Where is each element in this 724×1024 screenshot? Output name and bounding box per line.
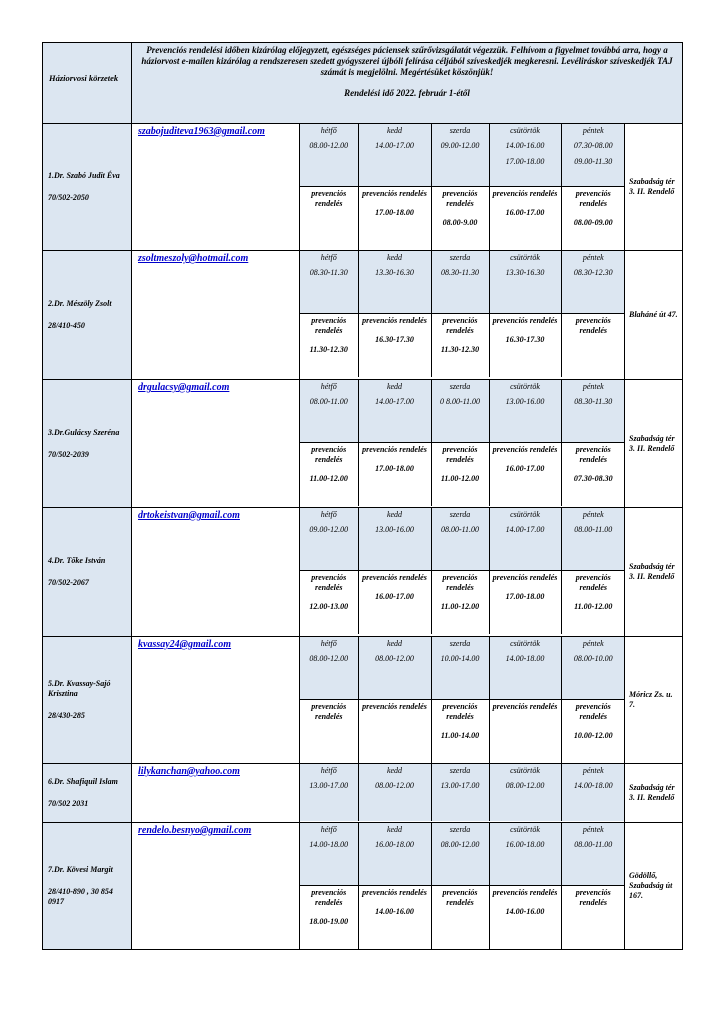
office-hours: 08.00-11.00 (309, 397, 348, 406)
day-name: kedd (386, 825, 403, 834)
office-hours: 14.00-17.00 (375, 397, 414, 406)
day-cell (358, 251, 431, 314)
prevention-cell (300, 700, 358, 764)
day-name: szerda (449, 825, 471, 834)
doctor-row (43, 124, 683, 251)
prevention-cell (561, 700, 625, 764)
office-hours: 16.00-18.00 (375, 840, 414, 849)
day-name: csütörtök (510, 253, 540, 262)
email-link[interactable]: rendelo.besnyo@gmail.com (132, 823, 300, 950)
prevention-hours: 07.30-08.30 (573, 474, 613, 483)
day-name: csütörtök (510, 639, 540, 648)
prevention-cell (561, 187, 625, 251)
day-cell (431, 124, 489, 187)
prevention-cell (358, 571, 431, 635)
prevention-label: prevenciós rendelés (311, 316, 347, 335)
weekly-schedule (300, 764, 625, 823)
prevention-hours: 12.00-13.00 (309, 602, 349, 611)
office-hours: 07.30-08.00 (573, 141, 613, 150)
prevention-cell (300, 886, 358, 950)
prevention-cell (489, 187, 561, 251)
prevention-label: prevenciós rendelés (362, 888, 427, 897)
office-hours: 08.30-11.30 (440, 268, 480, 277)
day-cell (358, 508, 431, 571)
office-hours: 08.00-10.00 (573, 654, 613, 663)
prevention-hours: 16.00-17.00 (375, 592, 414, 601)
prevention-label: prevenciós rendelés (362, 189, 427, 198)
office-hours: 08.00-12.00 (309, 141, 349, 150)
schedule-grid (300, 764, 625, 821)
office-hours: 08.30-11.30 (574, 397, 613, 406)
email-link[interactable]: kvassay24@gmail.com (132, 637, 300, 764)
day-cell (300, 637, 358, 700)
day-cell (431, 380, 489, 443)
schedule-grid (300, 124, 625, 250)
day-name: hétfő (320, 766, 337, 775)
office-hours: 16.00-18.00 (505, 840, 545, 849)
prevention-label: prevenciós rendelés (442, 702, 478, 721)
doctor-cell (43, 380, 132, 508)
prevention-label: prevenciós rendelés (492, 888, 558, 897)
prevention-label: prevenciós rendelés (575, 573, 611, 592)
doctor-cell (43, 637, 132, 764)
prevention-cell (561, 443, 625, 507)
day-cell (489, 823, 561, 886)
schedule-grid (300, 508, 625, 634)
doctor-name: 6.Dr. Shafiquil Islam (48, 777, 118, 786)
prevention-cell (358, 187, 431, 251)
prevention-label: prevenciós rendelés (311, 445, 347, 464)
document-page (42, 42, 682, 950)
day-name: kedd (386, 253, 403, 262)
day-cell (300, 251, 358, 314)
prevention-hours: 16.30-17.30 (375, 335, 414, 344)
prevention-hours: 11.00-12.00 (574, 602, 613, 611)
prevention-hours: 08.00-09.00 (573, 218, 613, 227)
prevention-label: prevenciós rendelés (362, 702, 427, 711)
prevention-cell (561, 886, 625, 950)
day-name: péntek (582, 253, 604, 262)
day-name: péntek (582, 766, 604, 775)
notice-header (132, 43, 683, 124)
doctor-phone: 70/502-2039 (48, 449, 89, 459)
prevention-cell (431, 700, 489, 764)
prevention-cell (300, 571, 358, 635)
day-name: péntek (582, 126, 604, 135)
prevention-label: prevenciós rendelés (442, 573, 478, 592)
office-hours: 08.30-11.30 (309, 268, 348, 277)
schedule-grid (300, 251, 625, 377)
day-name: péntek (582, 639, 604, 648)
clinic-address: Móricz Zs. u. 7. (625, 637, 683, 764)
office-hours: 17.00-18.00 (505, 157, 545, 166)
office-hours: 08.00-11.00 (574, 840, 613, 849)
office-hours: 09.00-12.00 (309, 525, 349, 534)
prevention-label: prevenciós rendelés (492, 702, 558, 711)
office-hours: 13.00-17.00 (309, 781, 349, 790)
doctor-name: 2.Dr. Mészöly Zsolt (48, 299, 112, 308)
doctor-row (43, 508, 683, 637)
prevention-cell (489, 571, 561, 635)
day-name: hétfő (320, 126, 337, 135)
doctor-phone: 28/410-450 (48, 321, 85, 330)
prevention-cell (431, 187, 489, 251)
day-cell (489, 380, 561, 443)
schedule-grid (300, 380, 625, 506)
day-name: csütörtök (510, 382, 540, 391)
prevention-hours: 14.00-16.00 (505, 907, 545, 916)
day-name: csütörtök (510, 825, 540, 834)
prevention-label: prevenciós rendelés (442, 189, 478, 208)
doctor-name: 4.Dr. Tőke István (48, 556, 106, 565)
weekly-schedule (300, 380, 625, 508)
prevention-label: prevenciós rendelés (311, 888, 347, 907)
office-hours: 13.30-16.30 (505, 268, 545, 277)
office-hours: 14.00-18.00 (573, 781, 613, 790)
doctor-phone: 70/502 2031 (48, 799, 89, 808)
office-hours: 09.00-11.30 (574, 157, 613, 166)
doctor-cell (43, 508, 132, 637)
prevention-label: prevenciós rendelés (575, 316, 611, 335)
prevention-label: prevenciós rendelés (442, 445, 478, 464)
prevention-cell (300, 187, 358, 251)
day-cell (431, 764, 489, 821)
office-hours: 14.00-17.00 (505, 525, 545, 534)
day-name: hétfő (320, 510, 337, 519)
day-cell (561, 380, 625, 443)
day-name: kedd (386, 510, 403, 519)
header-row (43, 43, 683, 124)
prevention-cell (431, 443, 489, 507)
prevention-cell (489, 314, 561, 378)
prevention-hours: 14.00-16.00 (375, 907, 414, 916)
prevention-cell (358, 314, 431, 378)
office-hours: 14.00-18.00 (309, 840, 349, 849)
day-name: szerda (449, 126, 471, 135)
clinic-address: Szabadság tér 3. II. Rendelő (625, 124, 683, 251)
doctor-row (43, 823, 683, 950)
day-cell (561, 124, 625, 187)
day-cell (489, 508, 561, 571)
prevention-hours: 11.00-14.00 (440, 731, 480, 740)
prevention-hours: 10.00-12.00 (573, 731, 613, 740)
office-hours: 14.00-18.00 (505, 654, 545, 663)
day-cell (358, 764, 431, 821)
office-hours: 10.00-14.00 (440, 654, 480, 663)
day-cell (300, 124, 358, 187)
prevention-label: prevenciós rendelés (362, 573, 427, 582)
prevention-cell (300, 314, 358, 378)
prevention-label: prevenciós rendelés (575, 888, 611, 907)
prevention-label: prevenciós rendelés (442, 316, 478, 335)
prevention-hours: 11.30-12.30 (309, 345, 348, 354)
office-hours: 08.00-11.00 (440, 525, 480, 534)
day-cell (358, 823, 431, 886)
doctor-phone: 70/502-2067 (48, 578, 89, 587)
prevention-cell (489, 443, 561, 507)
office-hours: 08.00-12.00 (375, 781, 414, 790)
prevention-label: prevenciós rendelés (311, 189, 347, 208)
doctor-row (43, 380, 683, 508)
doctor-cell (43, 764, 132, 823)
office-hours: 08.00-12.00 (375, 654, 414, 663)
office-hours: 14.00-16.00 (505, 141, 545, 150)
doctor-cell (43, 251, 132, 380)
prevention-hours: 11.30-12.30 (440, 345, 480, 354)
prevention-label: prevenciós rendelés (311, 702, 347, 721)
prevention-label: prevenciós rendelés (492, 445, 558, 454)
doctor-cell (43, 124, 132, 251)
doctor-phone: 70/502-2050 (48, 193, 89, 202)
day-cell (561, 251, 625, 314)
office-hours: 14.00-17.00 (375, 141, 414, 150)
prevention-cell (358, 886, 431, 950)
day-cell (561, 823, 625, 886)
email-link[interactable]: drtokeistvan@gmail.com (132, 508, 300, 637)
prevention-label: prevenciós rendelés (362, 316, 427, 325)
day-cell (358, 124, 431, 187)
weekly-schedule (300, 508, 625, 637)
office-hours: 13.00-16.00 (375, 525, 414, 534)
prevention-cell (489, 886, 561, 950)
email-link[interactable]: drgulacsy@gmail.com (132, 380, 300, 508)
prevention-hours: 16.00-17.00 (505, 208, 545, 217)
day-name: szerda (449, 766, 471, 775)
day-name: szerda (449, 382, 471, 391)
prevention-hours: 18.00-19.00 (309, 917, 349, 926)
day-name: szerda (449, 639, 471, 648)
prevention-hours: 16.00-17.00 (505, 464, 545, 473)
office-hours: 08.30-12.30 (573, 268, 613, 277)
day-cell (431, 508, 489, 571)
prevention-label: prevenciós rendelés (492, 316, 558, 325)
day-cell (489, 637, 561, 700)
day-name: hétfő (320, 825, 337, 834)
clinic-address: Szabadság tér 3. II. Rendelő (625, 764, 683, 823)
prevention-hours: 11.00-12.00 (440, 474, 480, 483)
prevention-cell (300, 443, 358, 507)
day-cell (561, 508, 625, 571)
day-name: hétfő (320, 639, 337, 648)
districts-header: Háziorvosi körzetek (43, 43, 132, 124)
prevention-hours: 11.00-12.00 (309, 474, 348, 483)
day-cell (300, 508, 358, 571)
day-cell (489, 251, 561, 314)
prevention-label: prevenciós rendelés (362, 445, 427, 454)
prevention-label: prevenciós rendelés (575, 189, 611, 208)
office-hours: 08.00-12.00 (505, 781, 545, 790)
weekly-schedule (300, 251, 625, 380)
office-hours: 08.00-11.00 (574, 525, 613, 534)
office-hours: 08.00-12.00 (440, 840, 480, 849)
day-name: péntek (582, 382, 604, 391)
day-name: hétfő (320, 382, 337, 391)
day-cell (431, 251, 489, 314)
day-name: csütörtök (510, 126, 540, 135)
day-name: csütörtök (510, 510, 540, 519)
prevention-hours: 17.00-18.00 (375, 464, 414, 473)
prevention-cell (358, 700, 431, 764)
office-hours: 13.30-16.30 (375, 268, 414, 277)
prevention-label: prevenciós rendelés (492, 189, 558, 198)
day-name: kedd (386, 126, 403, 135)
schedule-table (42, 42, 683, 950)
prevention-cell (489, 700, 561, 764)
day-name: csütörtök (510, 766, 540, 775)
office-hours: 08.00-12.00 (309, 654, 349, 663)
day-cell (431, 637, 489, 700)
day-name: kedd (386, 639, 403, 648)
clinic-address: Szabadság tér 3. II. Rendelő (625, 508, 683, 637)
doctor-cell (43, 823, 132, 950)
doctor-phone: 28/430-285 (48, 711, 85, 720)
doctor-name: 1.Dr. Szabó Judit Éva (48, 171, 120, 180)
day-name: péntek (582, 825, 604, 834)
prevention-hours: 08.00-9.00 (442, 218, 478, 227)
day-name: hétfő (320, 253, 337, 262)
day-cell (561, 764, 625, 821)
day-cell (358, 380, 431, 443)
prevention-hours: 16.30-17.30 (505, 335, 545, 344)
day-cell (300, 823, 358, 886)
notice-text: Prevenciós rendelési időben kizárólag előjegyzett, egészséges páciensek szűrővizsgálatát végezzük. Felhívom a figyelmet továbbá arra, hogy a háziorvost e-mailen kizárólag a rendszeresen szedett gyógyszerei újbóli felírása céljából szíveskedjék megkeresni. Levéliráskor szíveskedjék TAJ számát is megjelölni. Megértésüket köszönjük! (141, 45, 673, 77)
prevention-label: prevenciós rendelés (311, 573, 347, 592)
doctor-row (43, 251, 683, 380)
office-hours: 0 8.00-11.00 (439, 397, 481, 406)
prevention-cell (358, 443, 431, 507)
prevention-label: prevenciós rendelés (575, 702, 611, 721)
prevention-label: prevenciós rendelés (575, 445, 611, 464)
doctor-row (43, 764, 683, 823)
email-link[interactable]: lilykanchan@yahoo.com (132, 764, 300, 823)
day-cell (358, 637, 431, 700)
day-name: kedd (386, 766, 403, 775)
doctor-name: 5.Dr. Kvassay-Sajó Krisztina (48, 679, 111, 698)
office-hours: 13.00-16.00 (505, 397, 545, 406)
day-cell (561, 637, 625, 700)
doctor-name: 3.Dr.Gulácsy Szeréna (48, 427, 120, 437)
prevention-cell (561, 571, 625, 635)
day-name: kedd (386, 382, 403, 391)
day-cell (489, 764, 561, 821)
prevention-label: prevenciós rendelés (442, 888, 478, 907)
day-cell (300, 764, 358, 821)
day-cell (300, 380, 358, 443)
prevention-label: prevenciós rendelés (492, 573, 558, 582)
email-link[interactable]: szabojuditeva1963@gmail.com (132, 124, 300, 251)
office-hours: 09.00-12.00 (440, 141, 480, 150)
clinic-address: Gödöllő, Szabadság út 167. (625, 823, 683, 950)
weekly-schedule (300, 823, 625, 950)
day-name: szerda (449, 253, 471, 262)
doctor-phone: 28/410-890 , 30 854 0917 (48, 887, 113, 906)
day-cell (489, 124, 561, 187)
weekly-schedule (300, 637, 625, 764)
prevention-hours: 17.00-18.00 (375, 208, 414, 217)
office-hours: 13.00-17.00 (440, 781, 480, 790)
day-name: szerda (449, 510, 471, 519)
prevention-cell (561, 314, 625, 378)
prevention-cell (431, 571, 489, 635)
doctor-row (43, 637, 683, 764)
clinic-address: Szabadság tér 3. II. Rendelő (625, 380, 683, 508)
schedule-grid (300, 637, 625, 763)
doctor-name: 7.Dr. Kövesi Margit (48, 865, 113, 874)
day-cell (431, 823, 489, 886)
day-name: péntek (582, 510, 604, 519)
prevention-cell (431, 314, 489, 378)
email-link[interactable]: zsoltmeszoly@hotmail.com (132, 251, 300, 380)
weekly-schedule (300, 124, 625, 251)
prevention-cell (431, 886, 489, 950)
prevention-hours: 17.00-18.00 (505, 592, 545, 601)
clinic-address: Blaháné út 47. (625, 251, 683, 380)
prevention-hours: 11.00-12.00 (440, 602, 480, 611)
schedule-note: Rendelési idő 2022. február 1-étől (344, 88, 470, 98)
schedule-grid (300, 823, 625, 949)
